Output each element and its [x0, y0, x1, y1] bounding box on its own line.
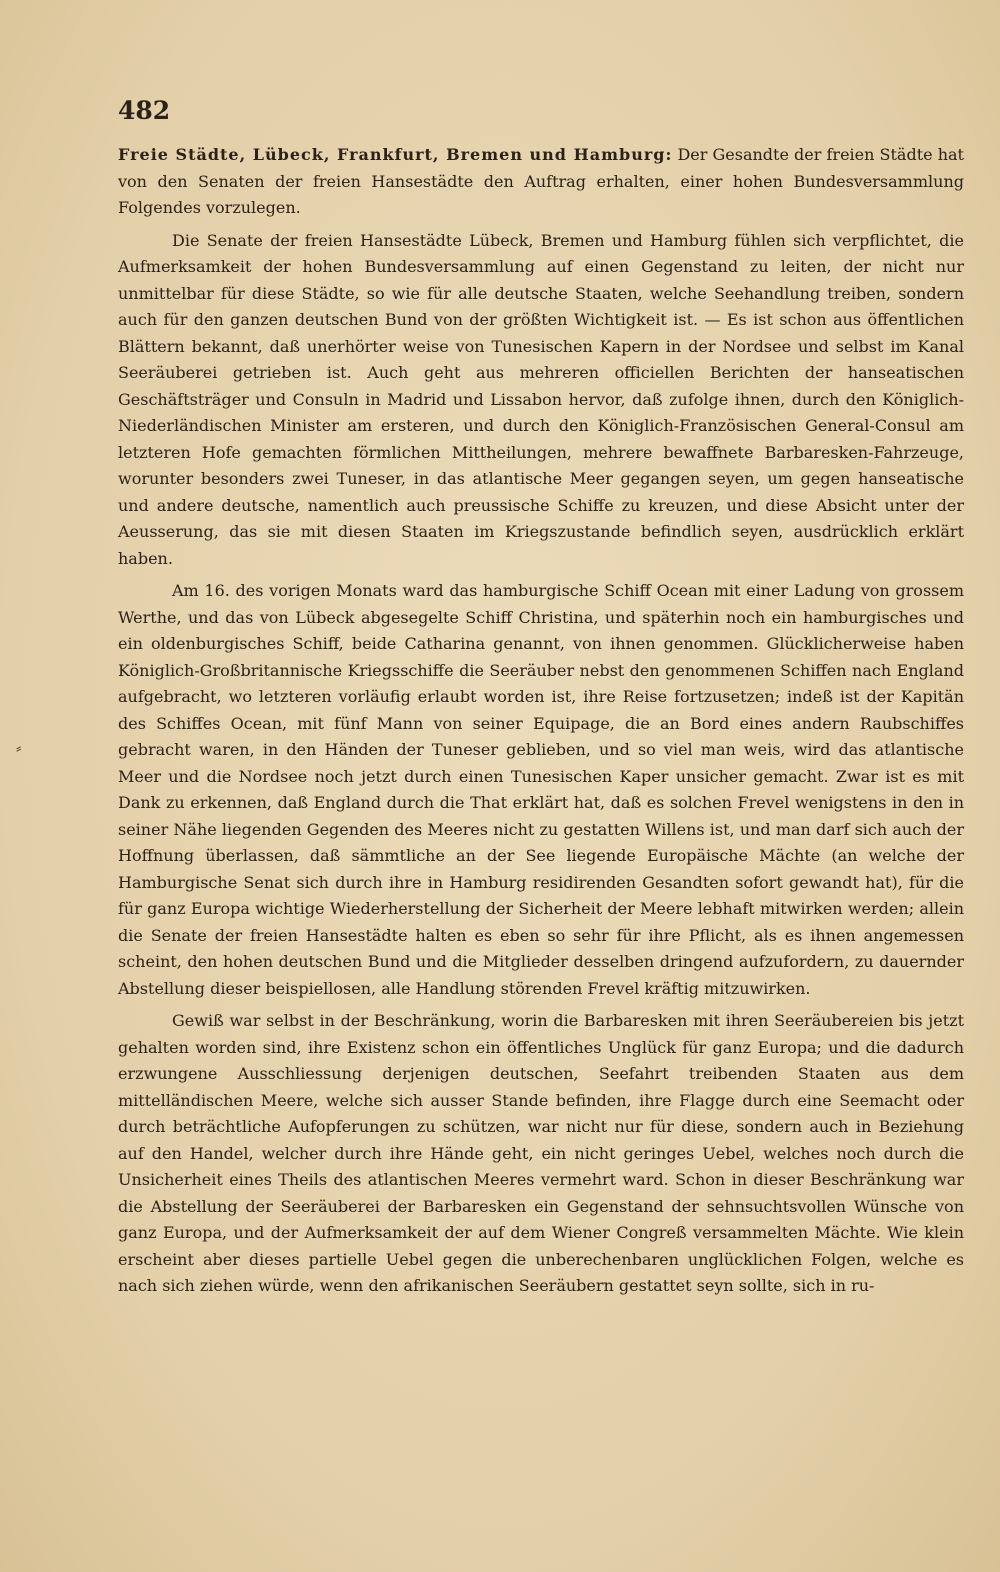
intro-text: Der Gesandte der freien Städte hat von den Senaten der freien Hansestädte den Auftrag erhalten, einer hohen Bundesversammlung Folgendes vorzulegen.	[118, 145, 964, 217]
opening-paragraph	[118, 142, 964, 222]
body-paragraph: Die Senate der freien Hansestädte Lübeck, Bremen und Hamburg fühlen sich verpflichtet, die Aufmerksamkeit der hohen Bundesversammlung auf einen Gegenstand zu leiten, der nicht nur unmittelbar für diese Städte, so wie für alle deutsche Staaten, welche Seehandlung treiben, sondern auch für den ganzen deutschen Bund von der größten Wichtigkeit ist. — Es ist schon aus öffentlichen Blättern bekannt, daß unerhörter weise von Tunesischen Kapern in der Nordsee und selbst im Kanal Seeräuberei getrieben ist. Auch geht aus mehreren officiellen Berichten der hanseatischen Geschäftsträger und Consuln in Madrid und Lissabon hervor, daß zufolge ihnen, durch den Königlich-Niederländischen Minister am ersteren, und durch den Königlich-Französischen General-Consul am letzteren Hofe gemachten förmlichen Mittheilungen, mehrere bewaffnete Barbaresken-Fahrzeuge, worunter besonders zwei Tuneser, in das atlantische Meer gegangen seyen, um gegen hanseatische und andere deutsche, namentlich auch preussische Schiffe zu kreuzen, und diese Absicht unter der Aeusserung, das sie mit diesen Staaten im Kriegszustande befindlich seyen, ausdrücklich erklärt haben.	[118, 230, 964, 568]
body-paragraph: Am 16. des vorigen Monats ward das hamburgische Schiff Ocean mit einer Ladung von grossem Werthe, und das von Lübeck abgesegelte Schiff Christina, und späterhin noch ein hamburgisches und ein oldenburgisches Schiff, beide Catharina genannt, von ihnen genommen. Glücklicherweise haben Königlich-Großbritannische Kriegsschiffe die Seeräuber nebst den genommenen Schiffen nach England aufgebracht, wo letzteren vorläufig erlaubt worden ist, ihre Reise fortzusetzen; indeß ist der Kapitän des Schiffes Ocean, mit fünf Mann von seiner Equipage, die an Bord eines andern Raubschiffes gebracht waren, in den Händen der Tuneser geblieben, und so viel man weis, wird das atlantische Meer und die Nordsee noch jetzt durch einen Tunesischen Kaper unsicher gemacht. Zwar ist es mit Dank zu erkennen, daß England durch die That erklärt hat, daß es solchen Frevel wenigstens in den in seiner Nähe liegenden Gegenden des Meeres nicht zu gestatten Willens ist, und man darf sich auch der Hoffnung überlassen, daß sämmtliche an der See liegende Europäische Mächte (an welche der Hamburgische Senat sich durch ihre in Hamburg residirenden Gesandten sofort gewandt hat), für die für ganz Europa wichtige Wiederherstellung der Sicherheit der Meere lebhaft mitwirken werden; allein die Senate der freien Hansestädte halten es eben so sehr für ihre Pflicht, als es ihnen angemessen scheint, den hohen deutschen Bund und die Mitglieder desselben dringend aufzufordern, zu dauernder Abstellung dieser beispiellosen, alle Handlung störenden Frevel kräftig mitzuwirken.	[118, 581, 964, 998]
body-paragraph: Gewiß war selbst in der Beschränkung, worin die Barbaresken mit ihren Seeräubereien bis jetzt gehalten worden sind, ihre Existenz schon ein öffentliches Unglück für ganz Europa; und die dadurch erzwungene Ausschliessung derjenigen deutschen, Seefahrt treibenden Staaten aus dem mittelländischen Meere, welche sich ausser Stande befinden, ihre Flagge durch eine Seemacht oder durch beträchtliche Aufopferungen zu schützen, war nicht nur für diese, sondern auch in Beziehung auf den Handel, welcher durch ihre Hände geht, ein nicht geringes Uebel, welches noch durch die Unsicherheit eines Theils des atlantischen Meeres vermehrt ward. Schon in dieser Beschränkung war die Abstellung der Seeräuberei der Barbaresken ein Gegenstand der sehnsuchtsvollen Wünsche von ganz Europa, und der Aufmerksamkeit der auf dem Wiener Congreß versammelten Mächte. Wie klein erscheint aber dieses partielle Uebel gegen die unberechenbaren unglücklichen Folgen, welche es nach sich ziehen würde, wenn den afrikanischen Seeräubern gestattet seyn sollte, sich in ru-	[118, 1011, 964, 1295]
section-heading: Freie Städte, Lübeck, Frankfurt, Bremen und Hamburg:	[118, 145, 673, 164]
margin-mark: ⸗	[16, 738, 22, 757]
page-number: 482	[118, 96, 171, 125]
